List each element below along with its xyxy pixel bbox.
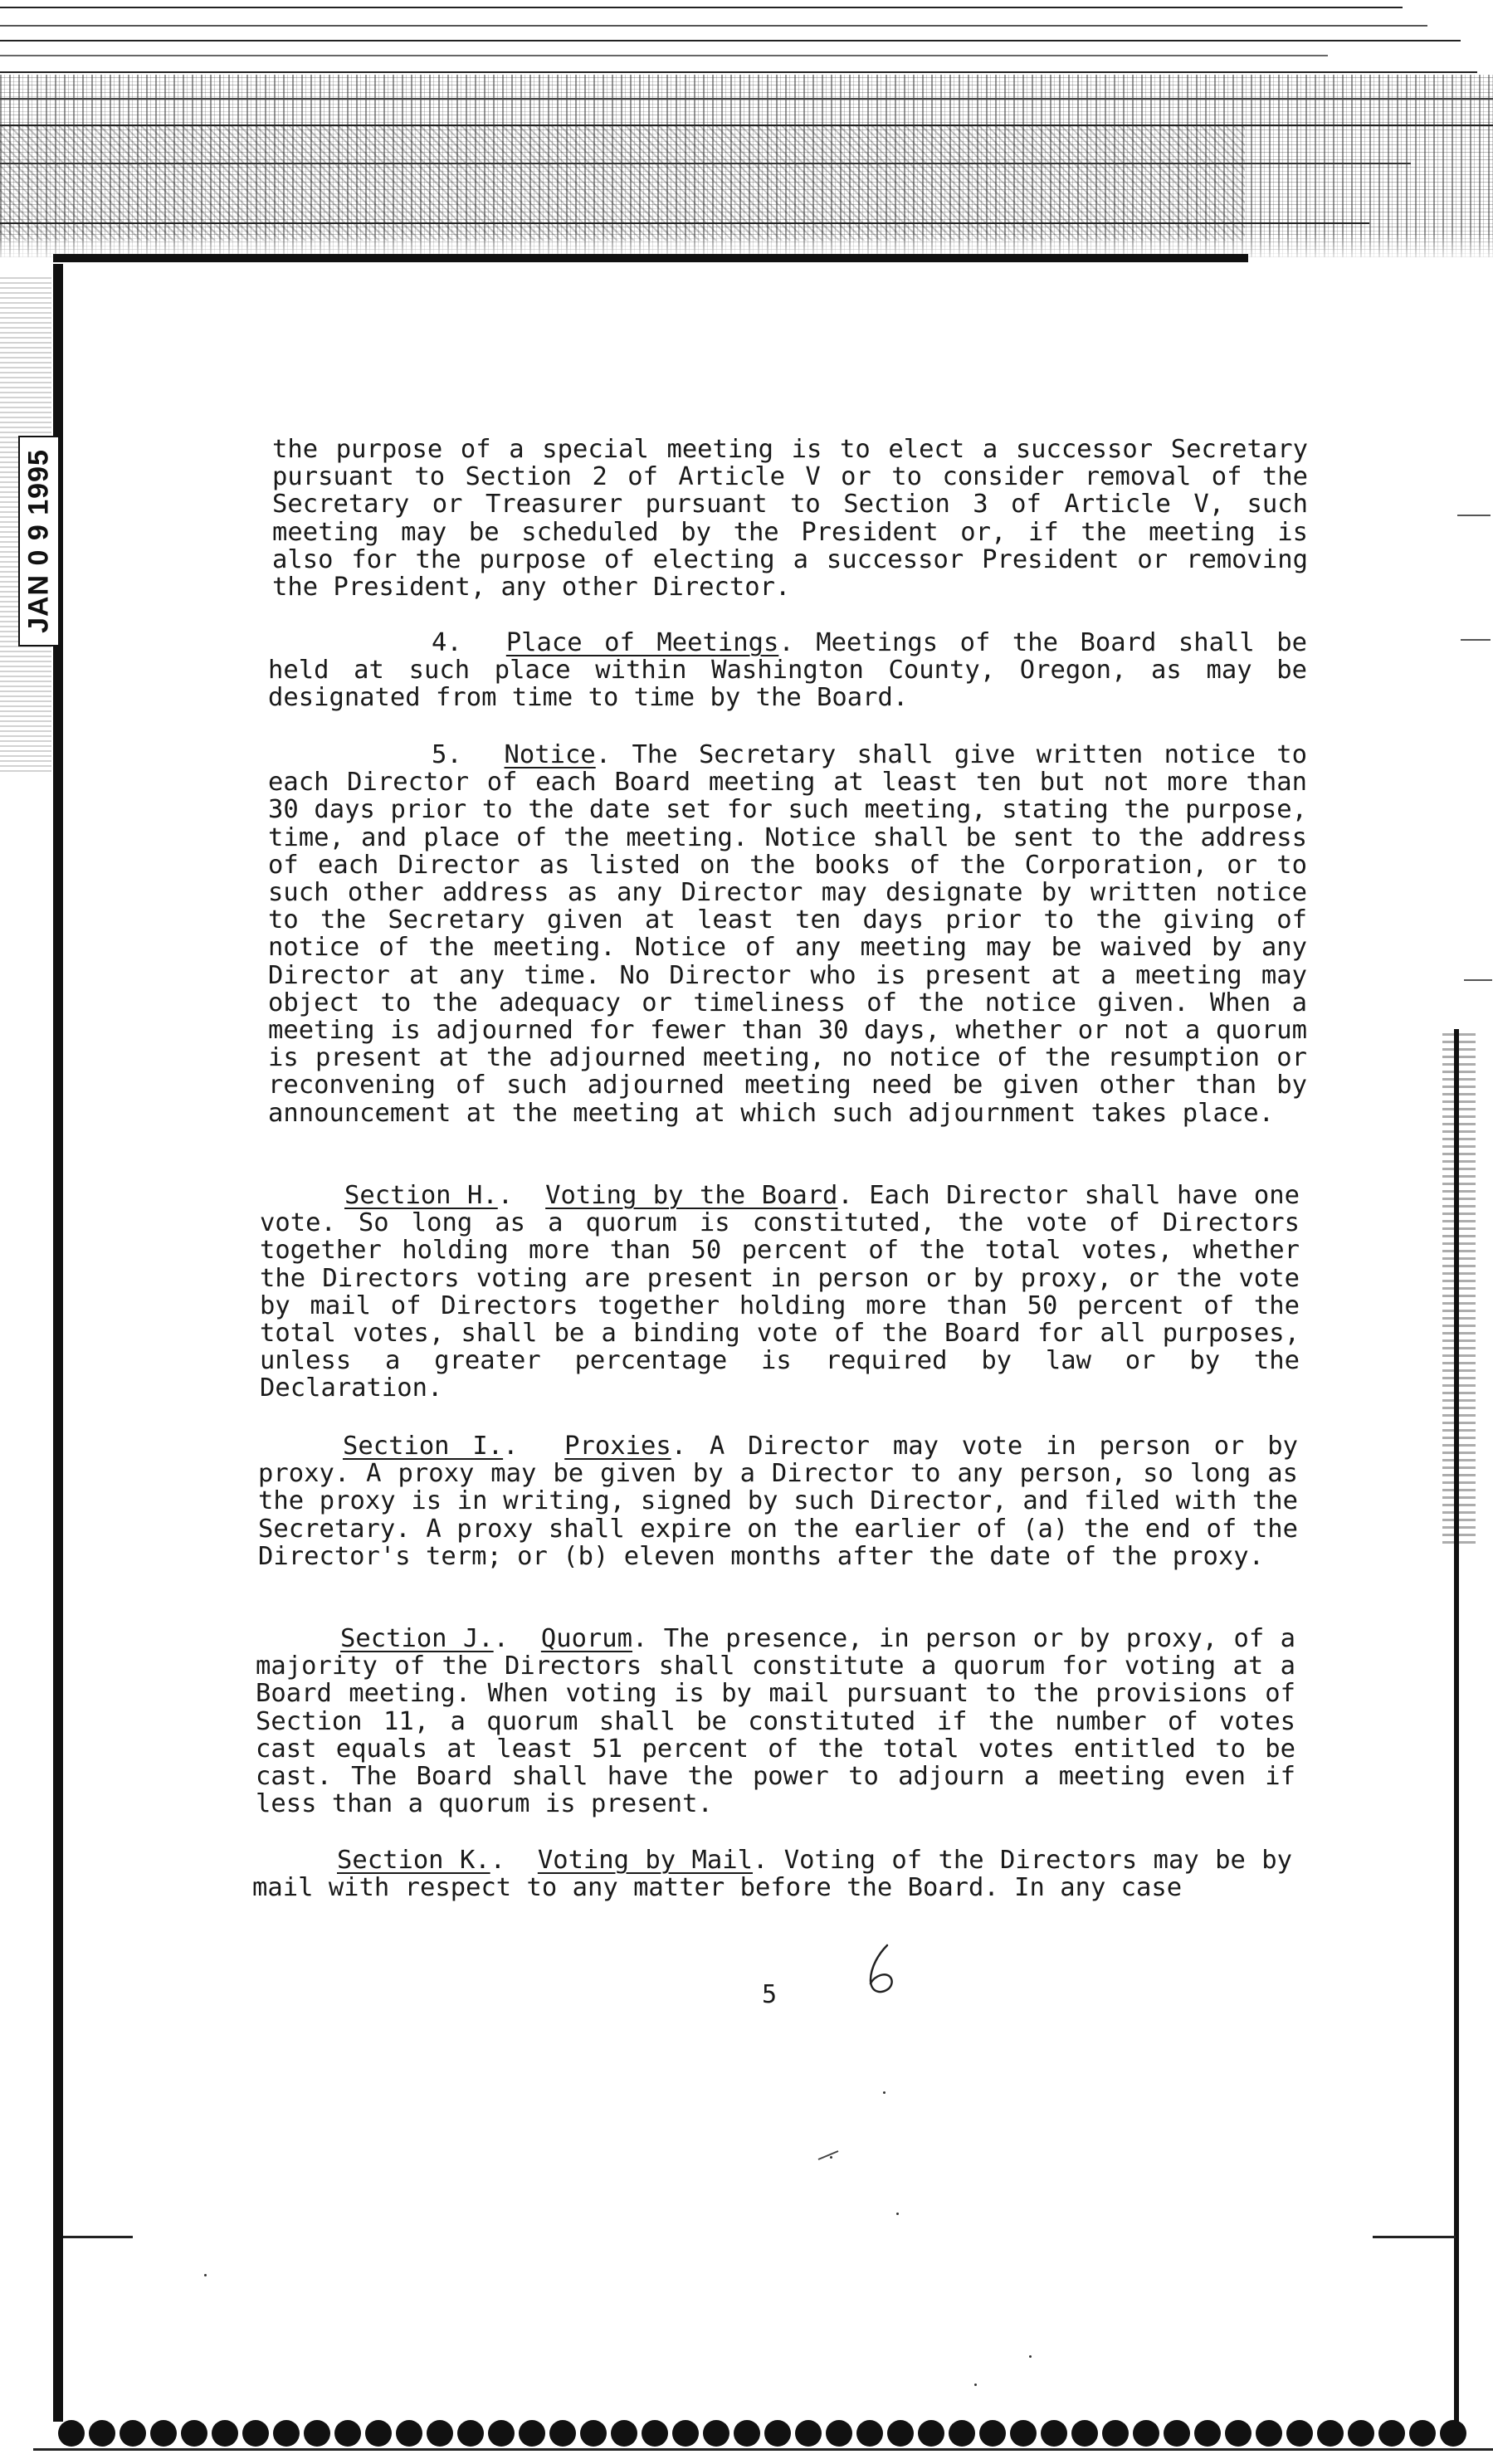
- perforation-hole: [642, 2420, 668, 2447]
- scan-speck: [883, 2091, 886, 2094]
- paragraph-continuation: the purpose of a special meeting is to elect a successor Secretary pursuant to Section 2 of Article V or to consider removal of the Secretary or Treasurer pursuant to Section 3 of Article V, such meeting may be scheduled by the President or, if the meeting is also for the purpose of electing a successor President or removing the President, any other Director.: [272, 435, 1308, 603]
- section-heading: Voting by Mail: [537, 1846, 754, 1875]
- perforation-hole: [1133, 2420, 1159, 2447]
- perforation-hole: [672, 2420, 699, 2447]
- perforation-hole: [58, 2420, 85, 2447]
- paragraph-text: . Meetings of the Board shall be held at such place within Washington County, Oregon, as may be designated from time to time by the Board.: [268, 628, 1307, 713]
- scan-noise-header: [0, 0, 1493, 274]
- perforation-hole: [979, 2420, 1006, 2447]
- section-heading: Voting by the Board: [545, 1181, 838, 1210]
- perforation-hole: [1071, 2420, 1098, 2447]
- perforation-hole: [304, 2420, 330, 2447]
- perforation-hole: [1256, 2420, 1282, 2447]
- perforation-hole: [918, 2420, 944, 2447]
- perforation-hole: [949, 2420, 975, 2447]
- paragraph-text: . The presence, in person or by proxy, of a majority of the Directors shall constitute a quorum for voting at a Board meeting. When voting is by mail pursuant to the provisions of Section 11, a quorum shall be constituted if the number of votes cast equals at least 51 percent of the total votes entitled to be cast. The Board shall have the power to adjourn a meeting even if less than a quorum is present.: [256, 1624, 1295, 1819]
- scan-speck: [204, 2274, 207, 2276]
- date-stamp-text: JAN 0 9 1995: [22, 449, 55, 633]
- scan-mark: [817, 2149, 840, 2161]
- paragraph-voting-by-board: Section H.. Voting by the Board. Each Director shall have one vote. So long as a quorum is constituted, the vote of Directors together holding more than 50 percent of the total votes, whether the Directors voting are present in person or by proxy, or the vote by mail of Directors together holding more than 50 percent of the total votes, shall be a binding vote of the Board for all purposes, unless a greater percentage is required by law or by the Declaration.: [260, 1181, 1300, 1403]
- section-label: Section J.: [340, 1624, 494, 1653]
- paragraph-text: . A Director may vote in person or by proxy. A proxy may be given by a Director to any person, so long as the proxy is in writing, signed by such Director, and filed with the Secretary. A proxy shall expire on the earlier of (a) the end of the Director's term; or (b) eleven months after the date of the proxy.: [258, 1432, 1298, 1571]
- perforation-hole: [396, 2420, 422, 2447]
- perforation-hole: [611, 2420, 637, 2447]
- perforation-hole: [365, 2420, 392, 2447]
- perforation-hole: [1409, 2420, 1436, 2447]
- perforation-hole: [580, 2420, 607, 2447]
- paragraph-text: . Voting of the Directors may be by mail with respect to any matter before the Board. In any case: [252, 1846, 1292, 1903]
- perforation-hole: [1010, 2420, 1037, 2447]
- perforation-hole: [1041, 2420, 1067, 2447]
- perforation-hole: [212, 2420, 238, 2447]
- paragraph-notice: [268, 741, 1307, 1127]
- scan-speck: [974, 2383, 977, 2386]
- handwritten-page-number: [859, 1942, 909, 2000]
- perforation-hole: [703, 2420, 729, 2447]
- bottom-border: [33, 2448, 1493, 2451]
- perforation-hole: [1225, 2420, 1251, 2447]
- section-heading: Place of Meetings: [505, 628, 779, 657]
- right-border: [1454, 1029, 1459, 2432]
- perforation-hole: [1102, 2420, 1129, 2447]
- perforation-hole: [457, 2420, 484, 2447]
- section-label: Section I.: [343, 1432, 504, 1461]
- paragraph-text: . Each Director shall have one vote. So long as a quorum is constituted, the vote of Directors together holding more than 50 percent of the total votes, whether the Directors voting are present in person or by proxy, or the vote by mail of Directors together holding more than 50 percent of the total votes, shall be a binding vote of the Board for all purposes, unless a greater percentage is required by law or by the Declaration.: [260, 1181, 1300, 1403]
- perforation-hole: [1378, 2420, 1405, 2447]
- perforation-hole: [89, 2420, 115, 2447]
- section-label: Section K.: [337, 1846, 490, 1875]
- perforation-hole: [1286, 2420, 1313, 2447]
- paragraph-place-of-meetings: [268, 629, 1307, 712]
- section-heading: Proxies: [564, 1432, 671, 1461]
- margin-mark: [1457, 515, 1491, 516]
- perforation-hole: [120, 2420, 146, 2447]
- margin-mark: [1464, 979, 1492, 981]
- page-number: 5: [762, 1980, 778, 2009]
- scan-speck: [896, 2213, 899, 2215]
- perforation-hole: [273, 2420, 300, 2447]
- perforation-hole: [1164, 2420, 1190, 2447]
- perforation-hole: [181, 2420, 207, 2447]
- date-stamp: [18, 436, 60, 646]
- perforation-hole: [826, 2420, 852, 2447]
- paragraph-proxies: Section I.. Proxies. A Director may vote in person or by proxy. A proxy may be given by a Director to any person, so long as the proxy is in writing, signed by such Director, and filed with the Secretary. A proxy shall expire on the earlier of (a) the end of the Director's term; or (b) eleven months after the date of the proxy.: [258, 1432, 1298, 1571]
- paragraph-number: 5.: [432, 740, 462, 769]
- perforation-hole: [856, 2420, 883, 2447]
- paragraph-quorum: Section J.. Quorum. The presence, in person or by proxy, of a majority of the Directors shall constitute a quorum for voting at a Board meeting. When voting is by mail pursuant to the provisions of Section 11, a quorum shall be constituted if the number of votes cast equals at least 51 percent of the total votes entitled to be cast. The Board shall have the power to adjourn a meeting even if less than a quorum is present.: [256, 1624, 1295, 1819]
- perforation-hole: [1348, 2420, 1374, 2447]
- perforation-strip: [58, 2417, 1493, 2450]
- perforation-hole: [488, 2420, 515, 2447]
- perforation-hole: [764, 2420, 791, 2447]
- perforation-hole: [887, 2420, 914, 2447]
- perforation-hole: [150, 2420, 177, 2447]
- margin-mark: [63, 2236, 133, 2238]
- perforation-hole: [242, 2420, 269, 2447]
- paragraph-text: . The Secretary shall give written notice to each Director of each Board meeting at least ten but not more than 30 days prior to the date set for such meeting, stating the purpose, time, and place of the meeting. Notice shall be sent to the address of each Director as listed on the books of the Corporation, or to such other address as any Director may designate by written notice to the Secretary given at least ten days prior to the giving of notice of the meeting. Notice of any meeting may be waived by any Director at any time. No Director who is present at a meeting may object to the adequacy or timeliness of the notice given. When a meeting is adjourned for fewer than 30 days, whether or not a quorum is present at the adjourned meeting, no notice of the resumption or reconvening of such adjourned meeting need be given other than by announcement at the meeting at which such adjournment takes place.: [268, 740, 1307, 1128]
- top-border: [53, 254, 1248, 262]
- section-heading: Notice: [504, 740, 596, 769]
- perforation-hole: [1440, 2420, 1466, 2447]
- perforation-hole: [795, 2420, 822, 2447]
- section-label: Section H.: [344, 1181, 498, 1210]
- margin-mark: [1461, 639, 1491, 641]
- perforation-hole: [427, 2420, 453, 2447]
- perforation-hole: [549, 2420, 576, 2447]
- perforation-hole: [334, 2420, 361, 2447]
- perforation-hole: [1317, 2420, 1344, 2447]
- perforation-hole: [519, 2420, 545, 2447]
- scan-speck: [1029, 2355, 1032, 2358]
- paragraph-voting-by-mail: Section K.. Voting by Mail. Voting of the Directors may be by mail with respect to any matter before the Board. In any case: [252, 1846, 1292, 1903]
- margin-mark: [1373, 2236, 1456, 2238]
- paragraph-number: 4.: [432, 628, 462, 657]
- perforation-hole: [734, 2420, 760, 2447]
- section-heading: Quorum: [540, 1624, 633, 1653]
- perforation-hole: [1194, 2420, 1221, 2447]
- scan-noise-right: [1442, 1029, 1476, 1544]
